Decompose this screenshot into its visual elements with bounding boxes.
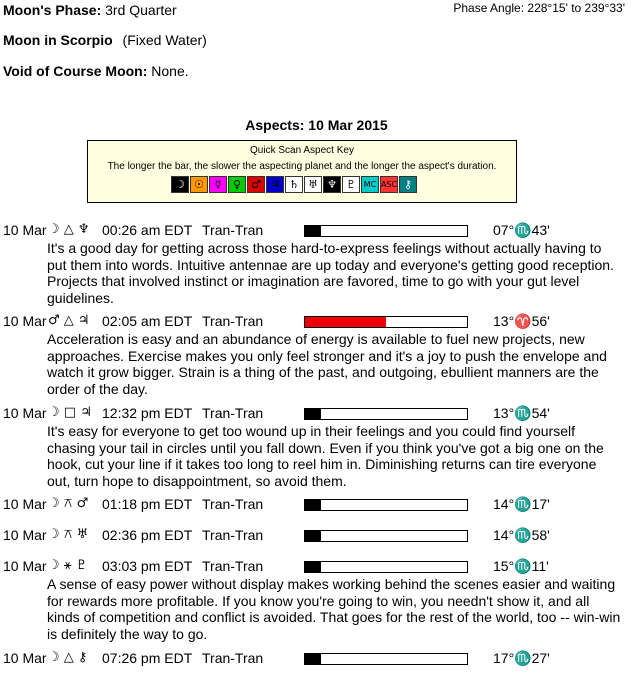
aspect-type: Tran-Tran xyxy=(202,222,264,238)
duration-bar-fill xyxy=(305,531,321,541)
moon-icon: ☽ xyxy=(171,176,189,193)
aspect-type: Tran-Tran xyxy=(202,405,264,421)
phase-angle: Phase Angle: 228°15' to 239°33' xyxy=(453,1,625,15)
aspect-type: Tran-Tran xyxy=(202,496,264,512)
duration-bar xyxy=(304,499,468,511)
aspect-line xyxy=(0,405,633,423)
duration-bar-fill xyxy=(305,226,321,236)
aspect-line xyxy=(0,222,633,240)
aspect-entry xyxy=(0,496,633,514)
aspect-entry xyxy=(0,222,633,306)
aspect-time: 12:32 pm EDT xyxy=(102,405,193,421)
aspect-glyphs: ☽ ⚻ ♅ xyxy=(48,527,89,542)
aspect-key-description: The longer the bar, the slower the aspecting planet and the longer the aspect's duration. xyxy=(107,161,497,172)
pluto-icon: ♇ xyxy=(342,176,360,193)
uranus-icon: ♅ xyxy=(304,176,322,193)
duration-bar xyxy=(304,530,468,542)
aspect-time: 00:26 am EDT xyxy=(102,222,193,238)
aspect-date: 10 Mar xyxy=(3,527,47,543)
duration-bar xyxy=(304,316,468,328)
aspect-entry xyxy=(0,313,633,397)
moon-sign-row xyxy=(3,32,207,48)
aspect-line xyxy=(0,527,633,545)
aspects-title: Aspects: 10 Mar 2015 xyxy=(245,117,388,133)
aspect-description: Acceleration is easy and an abundance of energy is available to fuel new projects, new approaches. Exercise makes you only feel stronger and it's a joy to push the envelope and watch it grow bigger. Strain is a thing of the past, and outgoing, ebullient manners are the order of the day. xyxy=(47,331,607,397)
midheaven-icon: MC xyxy=(361,176,379,193)
aspect-date: 10 Mar xyxy=(3,558,47,574)
aspect-key-glyphs xyxy=(171,176,418,193)
venus-icon: ♀ xyxy=(228,176,246,193)
aspect-key-box xyxy=(87,140,517,203)
aspect-type: Tran-Tran xyxy=(202,313,264,329)
aspect-glyphs: ☽ ⚻ ♂ xyxy=(48,496,89,511)
aspect-entry xyxy=(0,527,633,545)
aspect-position: 17°♏27' xyxy=(493,650,550,666)
aspect-type: Tran-Tran xyxy=(202,527,264,543)
duration-bar xyxy=(304,408,468,420)
aspect-time: 02:36 pm EDT xyxy=(102,527,193,543)
aspect-glyphs: ☽ ⚹ ♇ xyxy=(48,558,88,573)
mars-icon: ♂ xyxy=(247,176,265,193)
chiron-icon: ⚷ xyxy=(399,176,417,193)
duration-bar-fill xyxy=(305,500,321,510)
sun-icon: ☉ xyxy=(190,176,208,193)
aspect-time: 07:26 pm EDT xyxy=(102,650,193,666)
mercury-icon: ☿ xyxy=(209,176,227,193)
aspect-date: 10 Mar xyxy=(3,496,47,512)
aspect-time: 01:18 pm EDT xyxy=(102,496,193,512)
aspect-position: 15°♏11' xyxy=(493,558,549,574)
aspect-position: 14°♏58' xyxy=(493,527,550,543)
aspect-entry xyxy=(0,405,633,489)
duration-bar xyxy=(304,225,468,237)
aspect-glyphs: ☽ □ ♃ xyxy=(48,405,92,420)
void-of-course-row xyxy=(3,63,189,79)
duration-bar xyxy=(304,561,468,573)
jupiter-icon: ♃ xyxy=(266,176,284,193)
aspect-line xyxy=(0,313,633,331)
aspect-line xyxy=(0,558,633,576)
neptune-icon: ♆ xyxy=(323,176,341,193)
aspect-type: Tran-Tran xyxy=(202,650,264,666)
moon-phase-value: 3rd Quarter xyxy=(105,2,177,18)
aspect-glyphs: ♂ △ ♃ xyxy=(48,313,90,328)
ascendant-icon: ASC xyxy=(380,176,398,193)
saturn-icon: ♄ xyxy=(285,176,303,193)
void-of-course-value: None. xyxy=(151,63,189,79)
aspect-date: 10 Mar xyxy=(3,313,47,329)
aspect-description: It's a good day for getting across those hard-to-express feelings without actually having to put them into words. Intuitive antennae are up today and everyone's getting good reception. Projects that involved instinct or imagination are favored, time to go with your gut level guidelines. xyxy=(47,240,614,306)
aspect-position: 13°♏54' xyxy=(493,405,550,421)
moon-sign-label: Moon in Scorpio xyxy=(3,32,113,48)
duration-bar-fill xyxy=(305,562,321,572)
aspect-date: 10 Mar xyxy=(3,222,47,238)
duration-bar-fill xyxy=(305,317,386,327)
aspect-description: A sense of easy power without display makes working behind the scenes easier and waiting for rewards more profitable. If you know you're going to win, you needn't show it, and all kinds of competition and conflict is avoided. That goes for the rest of the world, too -- win-win is definitely the way to go. xyxy=(47,576,621,642)
aspect-time: 03:03 pm EDT xyxy=(102,558,193,574)
aspect-glyphs: ☽ △ ♆ xyxy=(48,222,90,237)
aspect-time: 02:05 am EDT xyxy=(102,313,193,329)
aspect-position: 14°♏17' xyxy=(493,496,550,512)
aspect-position: 13°♈56' xyxy=(493,313,550,329)
aspect-key-title: Quick Scan Aspect Key xyxy=(250,145,354,156)
aspect-entry xyxy=(0,558,633,642)
duration-bar-fill xyxy=(305,654,321,664)
aspect-type: Tran-Tran xyxy=(202,558,264,574)
duration-bar-fill xyxy=(305,409,321,419)
moon-phase-row xyxy=(3,2,177,18)
aspect-line xyxy=(0,496,633,514)
void-of-course-label: Void of Course Moon: xyxy=(3,63,148,79)
duration-bar xyxy=(304,653,468,665)
moon-sign-value: (Fixed Water) xyxy=(122,32,207,48)
aspect-date: 10 Mar xyxy=(3,650,47,666)
aspect-description: It's easy for everyone to get too wound up in their feelings and you could find yourself chasing your tail in circles until you fall down. Even if you think you've got a big one on the hook, cut your line if it takes too long to reel him in. Diminishing returns can tire everyone out, turn hope to disappointment, so avoid them. xyxy=(47,423,604,489)
aspect-entry xyxy=(0,650,633,668)
moon-phase-label: Moon's Phase: xyxy=(3,2,102,18)
aspect-position: 07°♏43' xyxy=(493,222,550,238)
aspect-glyphs: ☽ △ ⚷ xyxy=(48,650,88,665)
aspect-date: 10 Mar xyxy=(3,405,47,421)
aspect-line xyxy=(0,650,633,668)
